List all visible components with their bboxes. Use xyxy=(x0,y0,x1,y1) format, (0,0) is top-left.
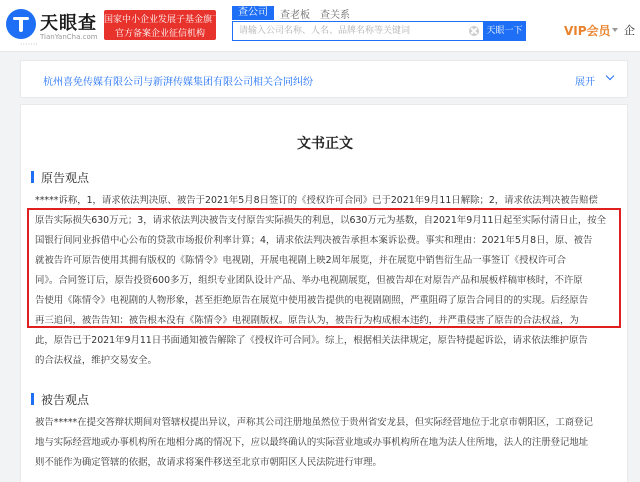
breadcrumb: ······· xyxy=(20,40,38,49)
logo-subtitle: TianYanCha.com xyxy=(40,33,98,41)
chevron-down-icon[interactable] xyxy=(606,72,614,80)
plaintiff-line: 原告实际损失630万元；3，请求依法判决被告支付原告实际损失的利息，以630万元为基数，自2021年9月11日起至实际付清日止，按全 xyxy=(35,215,607,226)
section-marker xyxy=(31,393,34,405)
clear-icon[interactable] xyxy=(469,26,479,36)
section-marker xyxy=(31,171,34,183)
related-case-link[interactable]: 杭州喜免传媒有限公司与新湃传媒集团有限公司相关合同纠纷 xyxy=(43,77,313,88)
plaintiff-line: 国银行间同业拆借中心公布的贷款市场报价利率计算；4，请求依法判决被告承担本案诉讼费。事实和理由：2021年5月8日，原、被告 xyxy=(35,235,593,246)
badge-line-1: 国家中小企业发展子基金旗下 xyxy=(104,15,222,25)
search-input[interactable] xyxy=(233,22,471,40)
plaintiff-line: 就被告许可原告使用其拥有版权的《陈情令》电视剧，开展电视剧上映2周年展览，并在展览中销售衍生品一事签订《授权许可合 xyxy=(35,255,566,266)
tab-company[interactable]: 查公司 xyxy=(232,6,274,20)
related-case-card xyxy=(20,60,628,98)
tab-relation[interactable]: 查关系 xyxy=(320,10,350,21)
expand-button[interactable]: 展开 xyxy=(575,77,595,88)
plaintiff-line: 告使用《陈情令》电视剧的人物形象，甚至拒绝原告在展览中使用被告提供的电视剧剧照，严重阻碍了原告合同目的的实现。后经原告 xyxy=(35,295,589,306)
plaintiff-line: 的合法权益，维护交易安全。 xyxy=(35,355,157,366)
defendant-line: 则不能作为确定管辖的依据，故请求将案件移送至北京市朝阳区人民法院进行审理。 xyxy=(35,457,382,468)
tab-boss[interactable]: 查老板 xyxy=(280,10,310,21)
search-button[interactable]: 天眼一下 xyxy=(483,22,526,40)
plaintiff-line: *****诉称，1，请求依法判决原、被告于2021年5月8日签订的《授权许可合同》已于2021年9月11日解除；2，请求依法判决被告赔偿 xyxy=(35,195,598,206)
badge-line-2: 官方备案企业征信机构 xyxy=(114,29,205,39)
search-box xyxy=(232,21,526,41)
document-card xyxy=(20,104,628,482)
highlight-box xyxy=(27,208,621,328)
plaintiff-line: 同》。合同签订后，原告投资600多万，组织专业团队设计产品、举办电视剧展览，但被告却在对原告产品和展板样稿审核时，不许原 xyxy=(35,275,583,286)
defendant-line: 被告*****在提交答辩状期间对管辖权提出异议，声称其公司注册地虽然位于贵州省安龙县，但实际经营地位于北京市朝阳区，工商登记 xyxy=(35,417,593,428)
plaintiff-line: 再三追问，被告告知：被告根本没有《陈情令》电视剧版权。原告认为，被告行为构成根本违约，并严重侵害了原告的合法权益，为 xyxy=(35,315,579,326)
defendant-line: 地与实际经营地或办事机构所在地相分离的情况下，应以最终确认的实际营业地或办事机构所在地为法人住所地，法人的注册登记地址 xyxy=(35,437,589,448)
chevron-down-icon[interactable] xyxy=(612,28,618,32)
document-title: 文书正文 xyxy=(297,136,353,152)
plaintiff-line: 此，原告已于2021年9月11日书面通知被告解除了《授权许可合同》。综上，根据相关法律规定，原告特提起诉讼，请求依法维护原告 xyxy=(35,335,588,346)
defendant-heading: 被告观点 xyxy=(41,393,90,407)
vip-menu[interactable]: VIP会员 xyxy=(564,24,611,38)
logo-icon xyxy=(6,9,36,39)
official-badge xyxy=(104,10,222,40)
header-right-item[interactable]: 企 xyxy=(624,24,635,37)
plaintiff-heading: 原告观点 xyxy=(41,171,90,185)
logo-text: 天眼查 xyxy=(40,13,97,34)
